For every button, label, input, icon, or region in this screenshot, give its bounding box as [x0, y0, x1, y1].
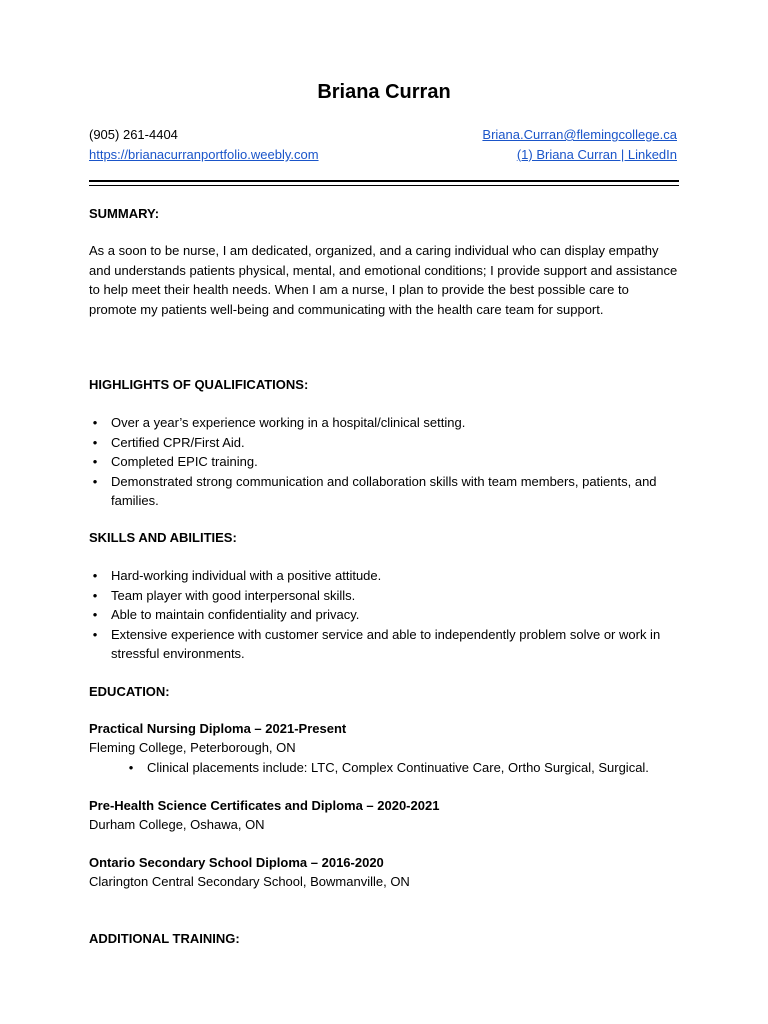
header-divider: [89, 180, 679, 186]
additional-training-heading: ADDITIONAL TRAINING:: [89, 931, 240, 946]
linkedin-link[interactable]: (1) Briana Curran | LinkedIn: [516, 147, 677, 162]
list-item: • Team player with good interpersonal skills.: [89, 586, 679, 606]
list-item: • Completed EPIC training.: [89, 452, 679, 472]
bullet-icon: •: [92, 434, 98, 450]
list-item: • Clinical placements include: LTC, Complex Continuative Care, Ortho Surgical, Surgical.: [125, 758, 685, 778]
list-item: • Demonstrated strong communication and collaboration skills with team members, patients, and families.: [89, 472, 679, 511]
skills-list: [89, 566, 679, 664]
education-title: Pre-Health Science Certificates and Diploma – 2020-2021: [89, 798, 440, 813]
email-link[interactable]: Briana.Curran@flemingcollege.ca: [482, 127, 677, 142]
education-heading: EDUCATION:: [89, 684, 170, 699]
bullet-icon: •: [92, 626, 98, 642]
list-item: • Able to maintain confidentiality and privacy.: [89, 605, 679, 625]
resume-name: Briana Curran: [317, 81, 451, 103]
bullet-icon: •: [92, 454, 98, 469]
education-title: Ontario Secondary School Diploma – 2016-2020: [89, 855, 384, 870]
bullet-icon: •: [92, 587, 98, 603]
bullet-icon: •: [92, 568, 98, 583]
education-institution: Fleming College, Peterborough, ON: [89, 740, 296, 755]
bullet-icon: •: [92, 415, 98, 430]
portfolio-link[interactable]: https://brianacurranportfolio.weebly.com: [89, 147, 319, 162]
summary-heading: SUMMARY:: [89, 206, 160, 221]
bullet-icon: •: [92, 607, 98, 622]
qualifications-list: [89, 413, 679, 511]
education-details-list: [125, 758, 685, 778]
bullet-icon: •: [92, 473, 98, 489]
phone-number: (905) 261-4404: [89, 127, 178, 142]
list-item: • Over a year’s experience working in a hospital/clinical setting.: [89, 413, 679, 433]
skills-heading: SKILLS AND ABILITIES:: [89, 530, 237, 545]
education-institution: Clarington Central Secondary School, Bowmanville, ON: [89, 874, 410, 889]
contact-row-2: [89, 145, 677, 165]
contact-row-1: [89, 125, 677, 145]
bullet-icon: •: [128, 760, 134, 775]
education-title: Practical Nursing Diploma – 2021-Present: [89, 721, 347, 736]
list-item: • Certified CPR/First Aid.: [89, 433, 679, 453]
list-item: • Hard-working individual with a positive attitude.: [89, 566, 679, 586]
qualifications-heading: HIGHLIGHTS OF QUALIFICATIONS:: [89, 377, 309, 392]
summary-text: As a soon to be nurse, I am dedicated, organized, and a caring individual who can display empathy and understands patients physical, mental, and emotional conditions; I provide support and assistance to help meet their health needs. When I am a nurse, I plan to provide the best possible care to promote my patients well-being and communicating with the health care team for support.: [89, 243, 678, 317]
education-institution: Durham College, Oshawa, ON: [89, 817, 265, 832]
list-item: • Extensive experience with customer service and able to independently problem solve or work in stressful environments.: [89, 625, 679, 664]
